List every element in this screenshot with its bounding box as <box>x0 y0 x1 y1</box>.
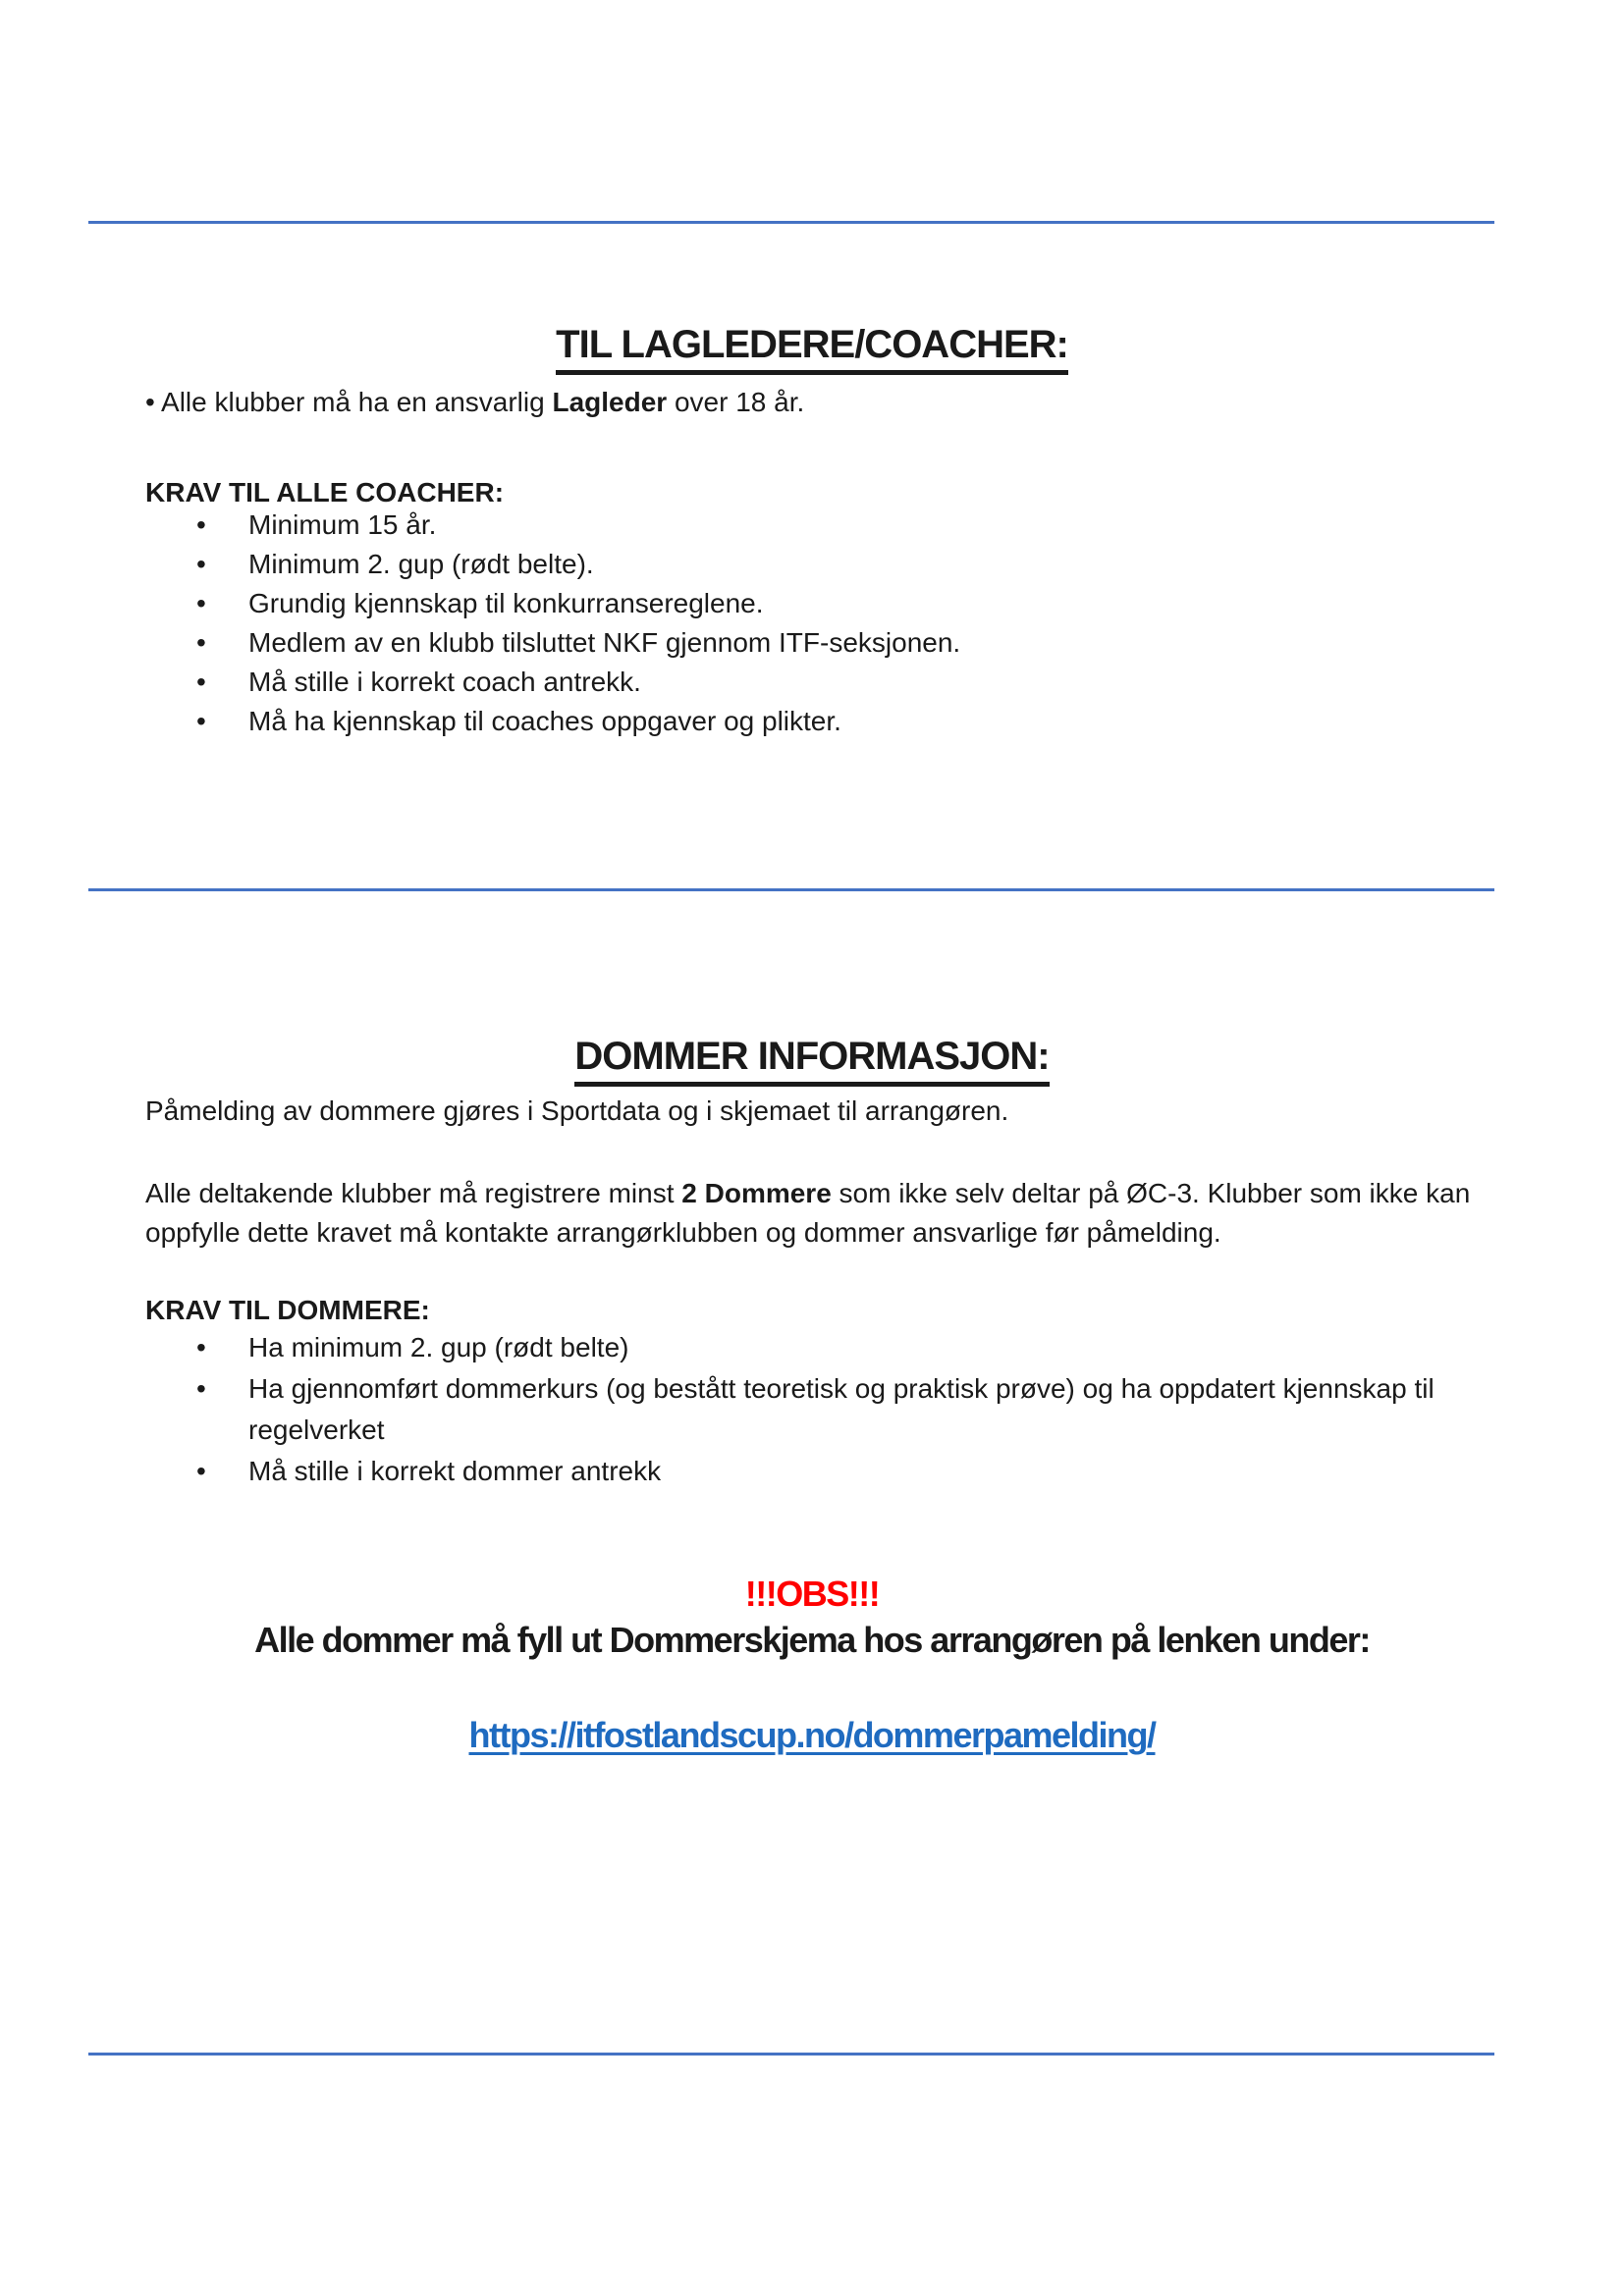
coach-requirements-list <box>145 506 1490 741</box>
coach-requirement-item: • Minimum 2. gup (rødt belte). <box>145 545 1490 584</box>
intro-line <box>145 383 1490 422</box>
referee-register-post: som ikke selv deltar på ØC-3. Klubber som ikke kan oppfylle dette kravet må kontakte arrangørklubben og dommer ansvarlige før påmelding. <box>145 1178 1471 1248</box>
obs-notice-block <box>0 1571 1624 1663</box>
coach-requirement-item: • Må ha kjennskap til coaches oppgaver og plikter. <box>145 702 1490 741</box>
referee-signup-link-line <box>0 1712 1624 1758</box>
section-title-dommer-informasjon-text: DOMMER INFORMASJON: <box>574 1033 1049 1087</box>
divider-bottom <box>88 2053 1494 2056</box>
obs-label: !!!OBS!!! <box>744 1574 880 1614</box>
divider-top <box>88 221 1494 224</box>
referee-signup-paragraph: Påmelding av dommere gjøres i Sportdata og i skjemaet til arrangøren. <box>145 1095 1009 1126</box>
referee-requirement-item: • Ha minimum 2. gup (rødt belte) <box>145 1327 1490 1368</box>
section-title-lagledere-coacher <box>0 321 1624 375</box>
referee-requirements-heading: KRAV TIL DOMMERE: <box>145 1295 430 1325</box>
intro-line-post: over 18 år. <box>667 387 805 417</box>
referee-requirement-item: • Ha gjennomført dommerkurs (og bestått teoretisk og praktisk prøve) og ha oppdatert kjennskap til regelverket <box>145 1368 1490 1451</box>
coach-requirement-item: • Medlem av en klubb tilsluttet NKF gjennom ITF-seksjonen. <box>145 623 1490 663</box>
referee-register-bold: 2 Dommere <box>681 1178 832 1208</box>
section-title-dommer-informasjon <box>0 1033 1624 1087</box>
intro-line-bold: Lagleder <box>552 387 668 417</box>
section-title-lagledere-coacher-text: TIL LAGLEDERE/COACHER: <box>556 321 1068 375</box>
referee-signup-link[interactable]: https://itfostlandscup.no/dommerpamelding/ <box>468 1715 1156 1755</box>
referee-requirements-list <box>145 1327 1490 1492</box>
divider-middle <box>88 888 1494 891</box>
coach-requirement-item: • Må stille i korrekt coach antrekk. <box>145 663 1490 702</box>
referee-requirement-item: • Må stille i korrekt dommer antrekk <box>145 1451 1490 1492</box>
obs-cta-line: Alle dommer må fyll ut Dommerskjema hos arrangøren på lenken under: <box>254 1620 1370 1660</box>
intro-line-pre: • Alle klubber må ha en ansvarlig <box>145 387 553 417</box>
referee-register-pre: Alle deltakende klubber må registrere minst <box>145 1178 682 1208</box>
coach-requirements-heading: KRAV TIL ALLE COACHER: <box>145 477 505 507</box>
referee-register-paragraph <box>145 1174 1490 1253</box>
coach-requirement-item: • Minimum 15 år. <box>145 506 1490 545</box>
coach-requirement-item: • Grundig kjennskap til konkurransereglene. <box>145 584 1490 623</box>
